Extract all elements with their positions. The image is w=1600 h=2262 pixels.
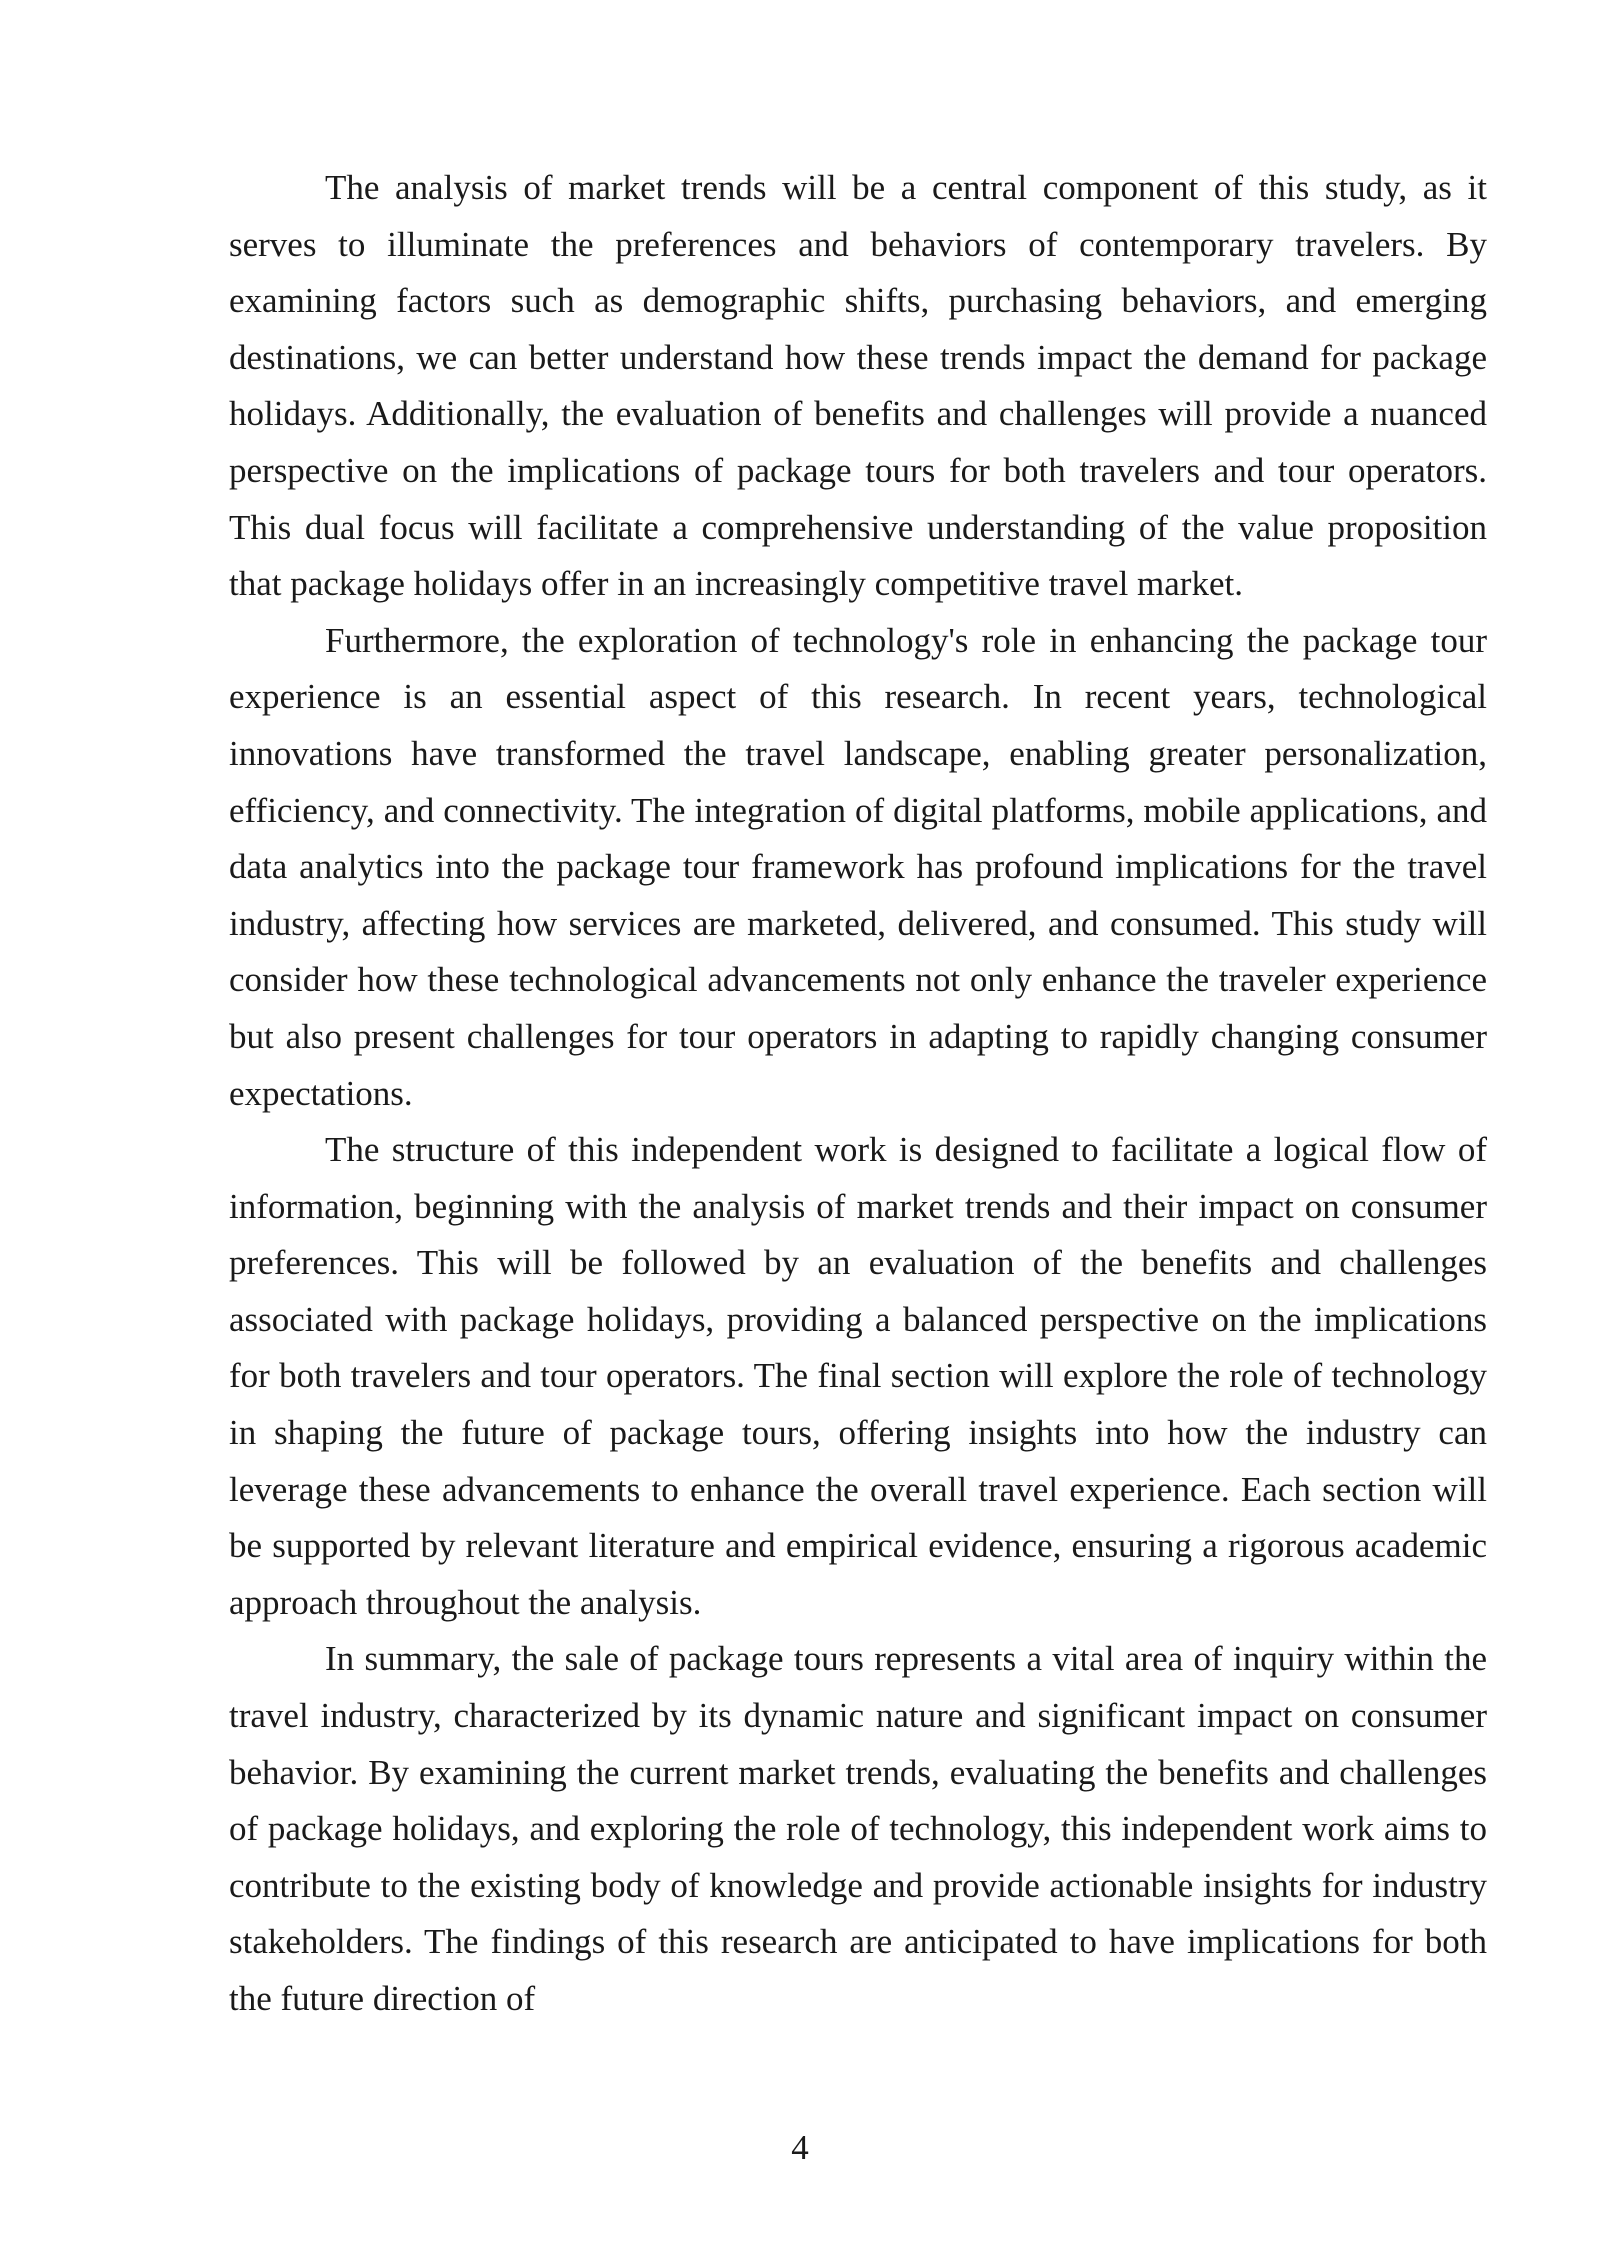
body-text: [229, 160, 1487, 2028]
paragraph-technology-role: Furthermore, the exploration of technology's role in enhancing the package tour experience is an essential aspect of this research. In recent years, technological innovations have transformed the travel landscape, enabling greater personalization, efficiency, and connectivity. The integration of digital platforms, mobile applications, and data analytics into the package tour framework has profound implications for the travel industry, affecting how services are marketed, delivered, and consumed. This study will consider how these technological advancements not only enhance the traveler experience but also present challenges for tour operators in adapting to rapidly changing consumer expectations.: [229, 620, 1487, 1113]
paragraph-market-trends: The analysis of market trends will be a central component of this study, as it serves to illuminate the preferences and behaviors of contemporary travelers. By examining factors such as demographic shifts, purchasing behaviors, and emerging destinations, we can better understand how these trends impact the demand for package holidays. Additionally, the evaluation of benefits and challenges will provide a nuanced perspective on the implications of package tours for both travelers and tour operators. This dual focus will facilitate a comprehensive understanding of the value proposition that package holidays offer in an increasingly competitive travel market.: [229, 168, 1487, 604]
page-number: 4: [791, 2128, 809, 2167]
paragraph-summary: In summary, the sale of package tours represents a vital area of inquiry within the travel industry, characterized by its dynamic nature and significant impact on consumer behavior. By examining the current market trends, evaluating the benefits and challenges of package holidays, and exploring the role of technology, this independent work aims to contribute to the existing body of knowledge and provide actionable insights for industry stakeholders. The findings of this research are anticipated to have implications for both the future direction of: [229, 1639, 1487, 2018]
paragraph-work-structure: The structure of this independent work is designed to facilitate a logical flow of information, beginning with the analysis of market trends and their impact on consumer preferences. This will be followed by an evaluation of the benefits and challenges associated with package holidays, providing a balanced perspective on the implications for both travelers and tour operators. The final section will explore the role of technology in shaping the future of package tours, offering insights into how the industry can leverage these advancements to enhance the overall travel experience. Each section will be supported by relevant literature and empirical evidence, ensuring a rigorous academic approach throughout the analysis.: [229, 1130, 1487, 1622]
